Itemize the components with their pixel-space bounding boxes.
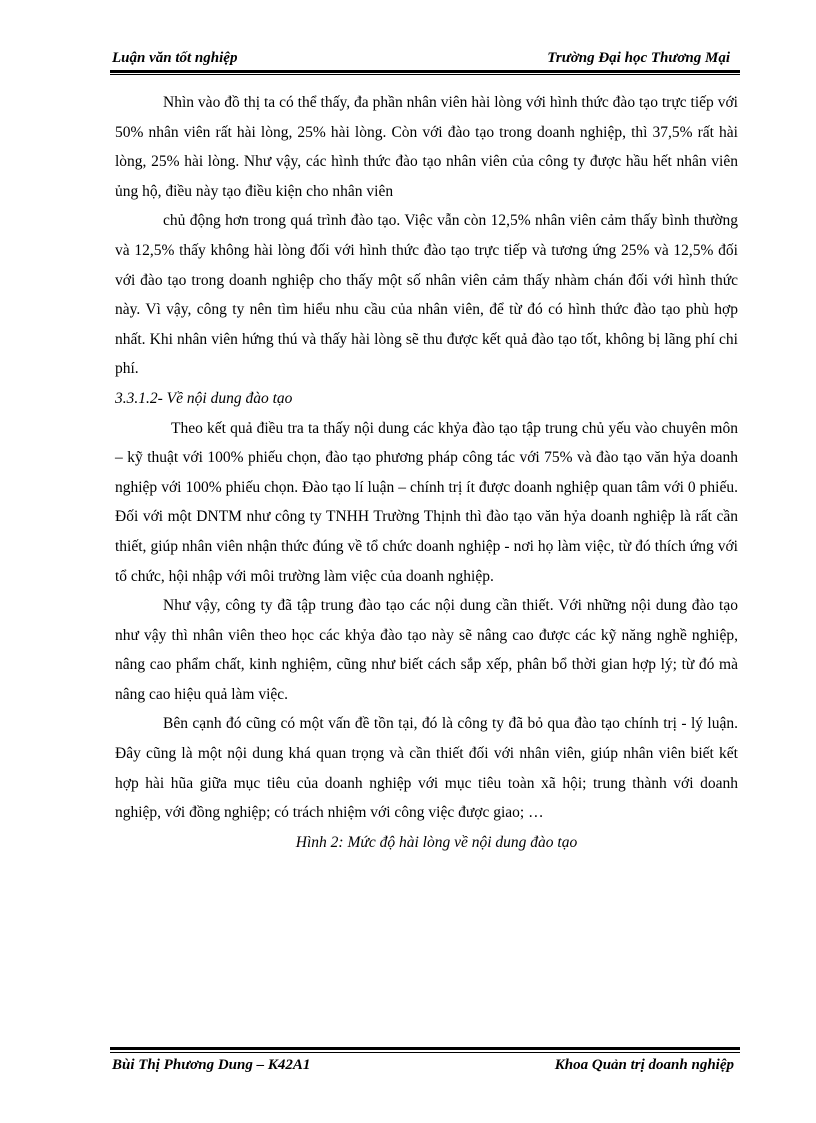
- paragraph-training-forms-1: Nhìn vào đồ thị ta có thể thấy, đa phần nhân viên hài lòng với hình thức đào tạo trực tiếp với 50% nhân viên rất hài lòng, 25% hài lòng. Còn với đào tạo trong doanh nghiệp, thì 37,5% rất hài lòng, 25% hài lòng. Như vậy, các hình thức đào tạo nhân viên của công ty được hầu hết nhân viên ủng hộ, điều này tạo điều kiện cho nhân viên: [115, 94, 738, 200]
- footer-rule-thin: [110, 1052, 740, 1053]
- header-rule-thin: [110, 74, 740, 75]
- paragraph-training-forms-2: chủ động hơn trong quá trình đào tạo. Việc vẫn còn 12,5% nhân viên cảm thấy bình thường và 12,5% thấy không hài lòng đối với hình thức đào tạo trực tiếp và tương ứng 25% và 12,5% đối với đào tạo trong doanh nghiệp cho thấy một số nhân viên cảm thấy nhàm chán đối với hình thức này. Vì vậy, công ty nên tìm hiểu nhu cầu của nhân viên, để từ đó có hình thức đào tạo phù hợp nhất. Khi nhân viên hứng thú và thấy hài lòng sẽ thu được kết quả đào tạo tốt, không bị lãng phí chi phí.: [115, 212, 738, 378]
- figure-caption: Hình 2: Mức độ hài lòng về nội dung đào tạo: [295, 833, 578, 851]
- page-body: [115, 88, 738, 857]
- header-thesis-label: Luận văn tốt nghiệp: [112, 50, 238, 66]
- section-subheading: 3.3.1.2- Về nội dung đào tạo: [115, 389, 293, 407]
- footer-rule-thick: [110, 1047, 740, 1050]
- footer-author-label: Bùi Thị Phương Dung – K42A1: [112, 1057, 311, 1073]
- footer-faculty-label: Khoa Quản trị doanh nghiệp: [554, 1057, 734, 1073]
- header-rule-thick: [110, 70, 740, 73]
- paragraph-training-content: Theo kết quả điều tra ta thấy nội dung các khỷa đào tạo tập trung chủ yếu vào chuyên môn – kỹ thuật với 100% phiếu chọn, đào tạo phương pháp công tác với 75% và đào tạo văn hỷa doanh nghiệp với 100% phiếu chọn. Đào tạo lí luận – chính trị ít được doanh nghiệp quan tâm với 0 phiếu. Đối với một DNTM như công ty TNHH Trường Thịnh thì đào tạo văn hỷa doanh nghiệp là rất cần thiết, giúp nhân viên nhận thức đúng về tổ chức doanh nghiệp - nơi họ làm việc, từ đó thích ứng với tổ chức, hội nhập với môi trường làm việc của doanh nghiệp.: [115, 419, 738, 585]
- header-university-label: Trường Đại học Thương Mại: [547, 50, 730, 66]
- page-header: [110, 48, 740, 70]
- paragraph-training-focus: Như vậy, công ty đã tập trung đào tạo các nội dung cần thiết. Với những nội dung đào tạo như vậy thì nhân viên theo học các khỷa đào tạo này sẽ nâng cao được các kỹ năng nghề nghiệp, nâng cao phẩm chất, kinh nghiệm, cũng như biết cách sắp xếp, phân bổ thời gian hợp lý; từ đó mà nâng cao hiệu quả làm việc.: [115, 597, 738, 703]
- paragraph-remaining-issue: Bên cạnh đó cũng có một vấn đề tồn tại, đó là công ty đã bỏ qua đào tạo chính trị - lý luận. Đây cũng là một nội dung khá quan trọng và cần thiết đối với nhân viên, giúp nhân viên biết kết hợp hài hũa giữa mục tiêu của doanh nghiệp với mục tiêu toàn xã hội; trung thành với doanh nghiệp, với đồng nghiệp; có trách nhiệm với công việc được giao; …: [115, 715, 738, 822]
